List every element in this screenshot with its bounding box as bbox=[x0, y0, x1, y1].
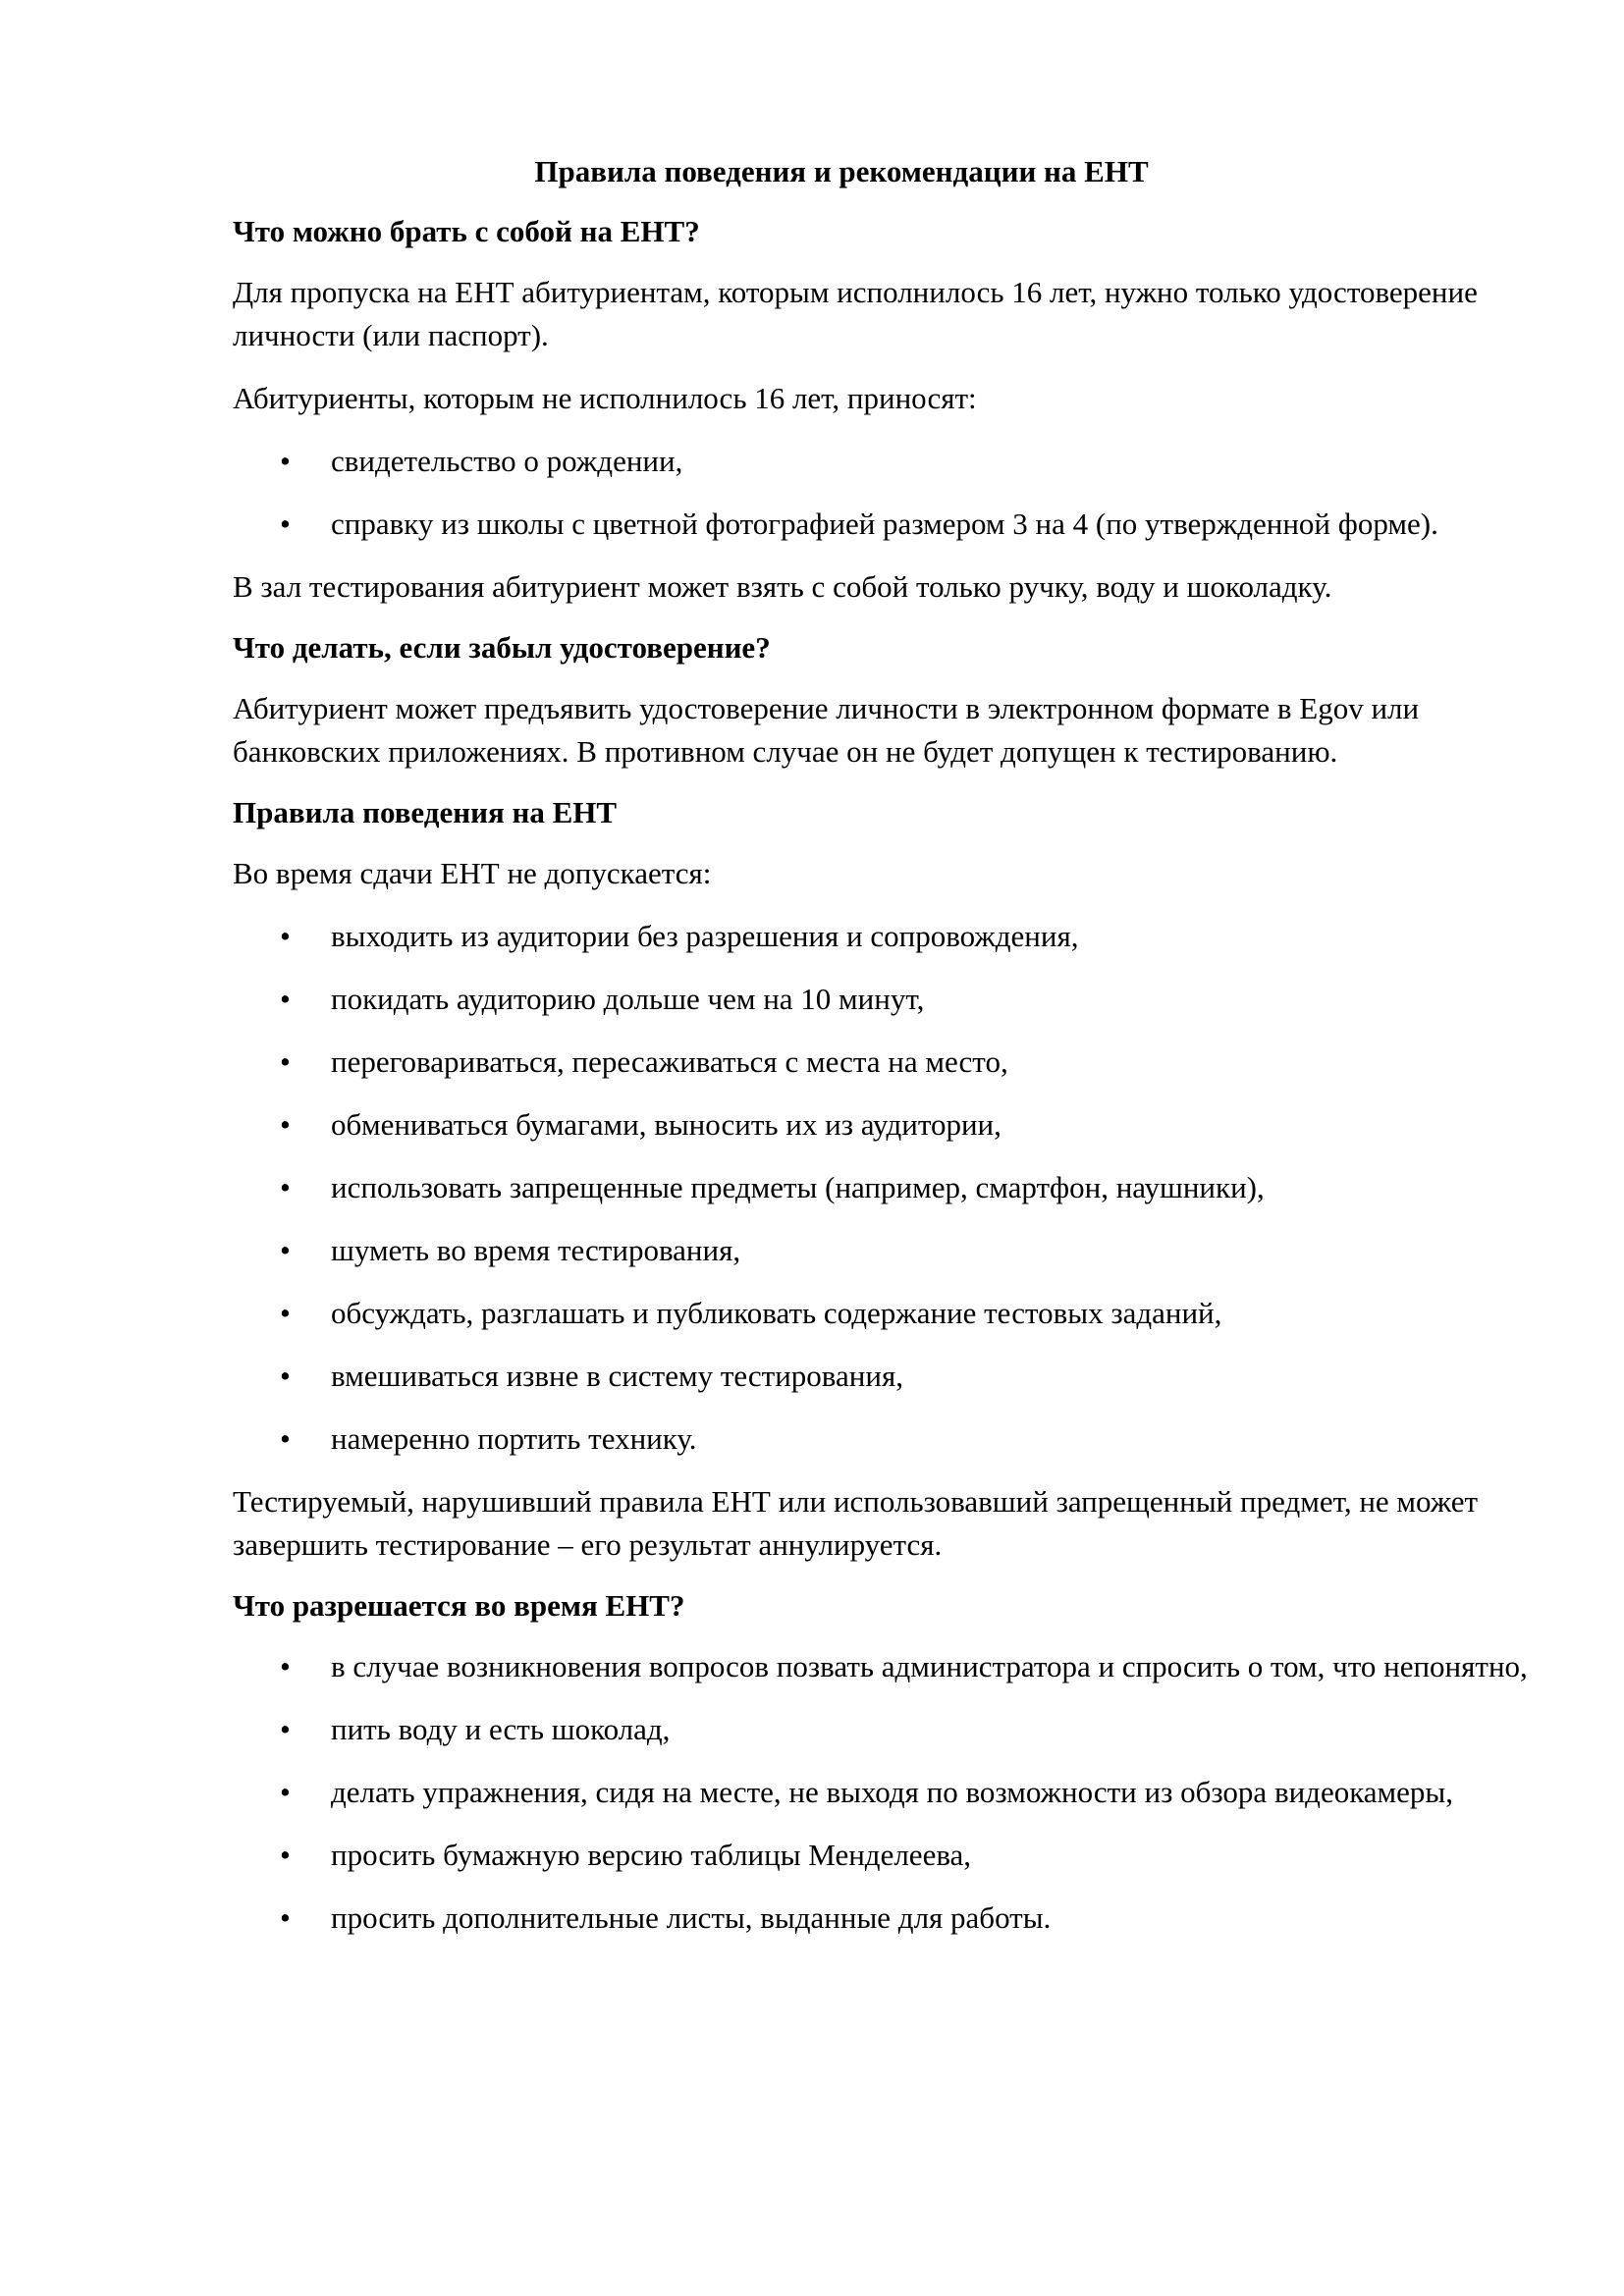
list-item: • использовать запрещенные предметы (например, смартфон, наушники), bbox=[233, 1166, 1529, 1209]
paragraph: Тестируемый, нарушивший правила ЕНТ или использовавший запрещенный предмет, не может завершить тестирование – его результат аннулируется. bbox=[233, 1484, 1479, 1562]
section-heading-allowed: Что разрешается во время ЕНТ? bbox=[233, 1588, 685, 1623]
bullet-icon: • bbox=[280, 1838, 291, 1872]
paragraph: Для пропуска на ЕНТ абитуриентам, которым исполнилось 16 лет, нужно только удостоверение личности (или паспорт). bbox=[233, 275, 1478, 352]
list-item: • вмешиваться извне в систему тестирования, bbox=[233, 1355, 1529, 1398]
list-item: • переговариваться, пересаживаться с места на место, bbox=[233, 1041, 1529, 1084]
section-heading-forgot-id: Что делать, если забыл удостоверение? bbox=[233, 630, 771, 665]
bullet-list bbox=[233, 1645, 1529, 1940]
list-item: • в случае возникновения вопросов позвать администратора и спросить о том, что непонятно, bbox=[233, 1645, 1529, 1688]
paragraph: Во время сдачи ЕНТ не допускается: bbox=[233, 856, 712, 890]
paragraph: В зал тестирования абитуриент может взять с собой только ручку, воду и шоколадку. bbox=[233, 569, 1332, 604]
bullet-icon: • bbox=[280, 1421, 291, 1456]
bullet-icon: • bbox=[280, 1170, 291, 1204]
list-item: • обсуждать, разглашать и публиковать содержание тестовых заданий, bbox=[233, 1292, 1529, 1335]
paragraph: Абитуриент может предъявить удостоверение личности в электронном формате в Egov или банковских приложениях. В противном случае он не будет допущен к тестированию. bbox=[233, 691, 1420, 769]
list-item: • делать упражнения, сидя на месте, не выходя по возможности из обзора видеокамеры, bbox=[233, 1771, 1529, 1814]
bullet-icon: • bbox=[280, 1900, 291, 1935]
paragraph: Абитуриенты, которым не исполнилось 16 лет, приносят: bbox=[233, 381, 977, 415]
bullet-icon: • bbox=[280, 1775, 291, 1809]
list-item: • шуметь во время тестирования, bbox=[233, 1229, 1529, 1272]
bullet-icon: • bbox=[280, 1107, 291, 1142]
document-title: Правила поведения и рекомендации на ЕНТ bbox=[534, 154, 1149, 188]
bullet-icon: • bbox=[280, 1649, 291, 1683]
section-heading-rules: Правила поведения на ЕНТ bbox=[233, 795, 618, 829]
document-page bbox=[233, 152, 1529, 1959]
bullet-icon: • bbox=[280, 1044, 291, 1079]
list-item: • просить бумажную версию таблицы Менделеева, bbox=[233, 1834, 1529, 1877]
list-item: • обмениваться бумагами, выносить их из аудитории, bbox=[233, 1103, 1529, 1147]
bullet-icon: • bbox=[280, 444, 291, 478]
list-item: • справку из школы с цветной фотографией размером 3 на 4 (по утвержденной форме). bbox=[233, 503, 1529, 546]
bullet-icon: • bbox=[280, 1296, 291, 1330]
bullet-icon: • bbox=[280, 1233, 291, 1267]
list-item: • свидетельство о рождении, bbox=[233, 440, 1529, 483]
bullet-list bbox=[233, 440, 1529, 546]
list-item: • покидать аудиторию дольше чем на 10 минут, bbox=[233, 978, 1529, 1021]
list-item: • просить дополнительные листы, выданные для работы. bbox=[233, 1896, 1529, 1940]
list-item: • выходить из аудитории без разрешения и сопровождения, bbox=[233, 915, 1529, 958]
list-item: • пить воду и есть шоколад, bbox=[233, 1708, 1529, 1751]
bullet-list bbox=[233, 915, 1529, 1461]
section-heading-what-to-bring: Что можно брать с собой на ЕНТ? bbox=[233, 214, 700, 248]
list-item: • намеренно портить технику. bbox=[233, 1417, 1529, 1461]
bullet-icon: • bbox=[280, 1359, 291, 1393]
bullet-icon: • bbox=[280, 982, 291, 1016]
bullet-icon: • bbox=[280, 919, 291, 953]
bullet-icon: • bbox=[280, 1712, 291, 1746]
bullet-icon: • bbox=[280, 507, 291, 541]
